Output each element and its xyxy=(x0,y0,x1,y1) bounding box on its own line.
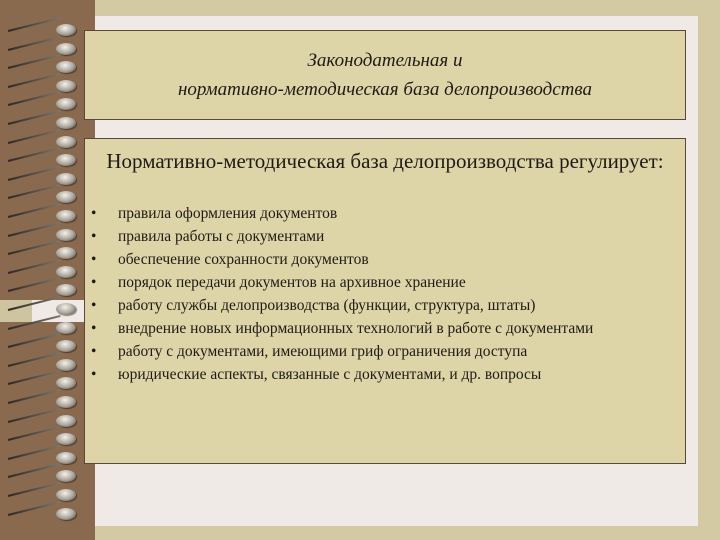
list-item-text: работу с документами, имеющими гриф ограничения доступа xyxy=(118,343,528,360)
bullet-icon: • xyxy=(91,297,97,314)
bullet-icon: • xyxy=(91,343,97,360)
list-item xyxy=(85,296,685,315)
binding-ring xyxy=(56,24,76,36)
bullet-list xyxy=(85,204,685,384)
binding-ring xyxy=(56,210,76,222)
binding-ring xyxy=(56,266,76,278)
binding-ring xyxy=(56,396,76,408)
list-item-text: внедрение новых информационных технологий в работе с документами xyxy=(118,320,594,337)
list-item xyxy=(85,365,685,384)
list-item-text: работу службы делопроизводства (функции, структура, штаты) xyxy=(118,297,536,314)
slide-title xyxy=(84,30,686,120)
bullet-icon: • xyxy=(91,228,97,245)
bullet-icon: • xyxy=(91,320,97,337)
lead-text: Нормативно-методическая база делопроизводства регулирует: xyxy=(106,149,664,173)
binding-ring xyxy=(56,303,76,315)
list-item-text: обеспечение сохранности документов xyxy=(118,251,369,268)
list-item-text: правила оформления документов xyxy=(118,205,338,222)
list-item xyxy=(85,204,685,223)
list-item xyxy=(85,342,685,361)
list-item-text: порядок передачи документов на архивное хранение xyxy=(118,274,466,291)
list-item-text: правила работы с документами xyxy=(118,228,325,245)
title-line-2: нормативно-методическая база делопроизводства xyxy=(178,79,592,100)
binding-ring xyxy=(56,80,76,92)
binding-ring xyxy=(56,489,76,501)
binding-ring xyxy=(56,452,76,464)
binding-ring xyxy=(56,359,76,371)
list-item xyxy=(85,273,685,292)
binding-ring xyxy=(56,322,76,334)
bullet-icon: • xyxy=(91,251,97,268)
binding-ring xyxy=(56,229,76,241)
binding-ring xyxy=(56,117,76,129)
list-item-text: юридические аспекты, связанные с документами, и др. вопросы xyxy=(118,366,542,383)
binding-ring xyxy=(56,43,76,55)
list-item xyxy=(85,227,685,246)
bullet-icon: • xyxy=(91,274,97,291)
binding-ring xyxy=(56,173,76,185)
list-item xyxy=(85,250,685,269)
binding-ring xyxy=(56,508,76,520)
content-panel xyxy=(84,138,686,464)
bullet-icon: • xyxy=(91,205,97,222)
binding-ring xyxy=(56,415,76,427)
bullet-icon: • xyxy=(91,366,97,383)
list-item xyxy=(85,319,685,338)
title-line-1: Законодательная и xyxy=(307,50,463,71)
binding-ring xyxy=(56,136,76,148)
